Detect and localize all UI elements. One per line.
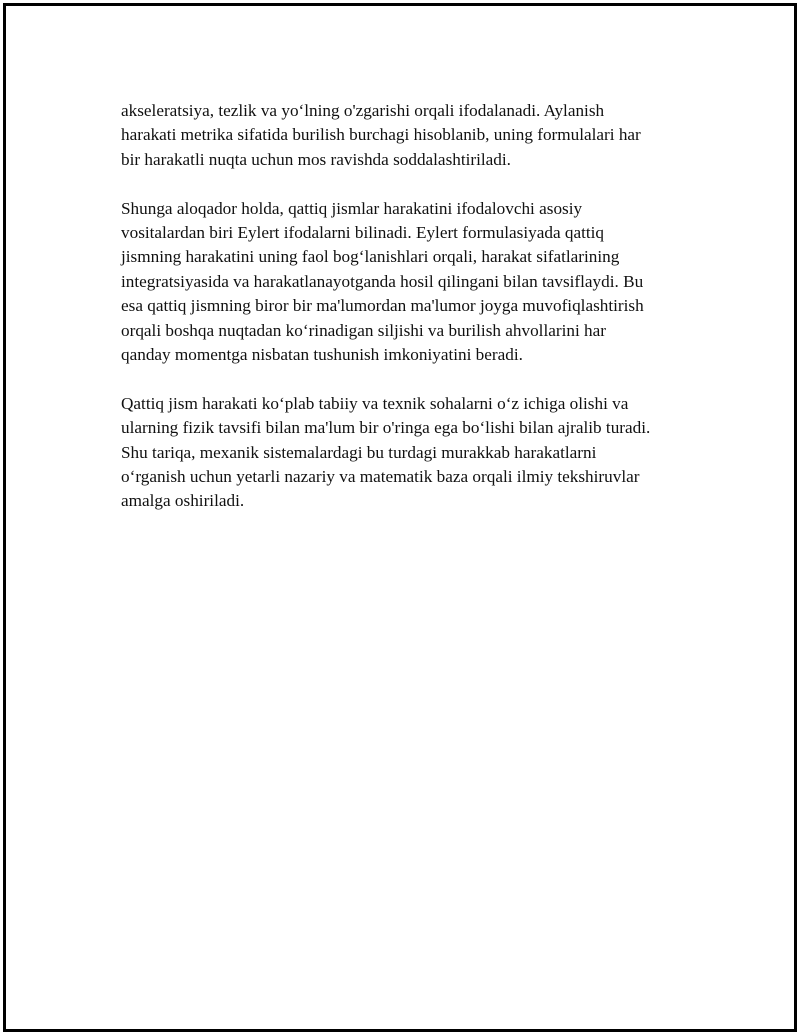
paragraph-3: Qattiq jism harakati ko‘plab tabiiy va texnik sohalarni o‘z ichiga olishi va ularning fizik tavsifi bilan ma'lum bir o'ringa ega bo‘lishi bilan ajralib turadi. Shu tariqa, mexanik sistemalardagi bu turdagi murakkab harakatlarni o‘rganish uchun yetarli nazariy va matematik baza orqali ilmiy tekshiruvlar amalga oshiriladi. bbox=[121, 393, 651, 511]
paragraph-2: Shunga aloqador holda, qattiq jismlar harakatini ifodalovchi asosiy vositalardan biri Eylert ifodalarni bilinadi. Eylert formulasiyada qattiq jismning harakatini uning faol bog‘lanishlari orqali, harakat sifatlarining integratsiyasida va harakatlanayotganda hosil qilingani bilan tavsiflaydi. Bu esa qattiq jismning biror bir ma'lumordan ma'lumor joyga muvofiqlashtirish orqali boshqa nuqtadan ko‘rinadigan siljishi va burilish ahvollarini har qanday momentga nisbatan tushunish imkoniyatini beradi. bbox=[121, 198, 644, 365]
page-frame bbox=[3, 3, 797, 1032]
paragraph-1: akseleratsiya, tezlik va yo‘lning o'zgarishi orqali ifodalanadi. Aylanish harakati metrika sifatida burilish burchagi hisoblanib, uning formulalari har bir harakatli nuqta uchun mos ravishda soddalashtiriladi. bbox=[121, 101, 641, 169]
document-body bbox=[121, 99, 701, 538]
